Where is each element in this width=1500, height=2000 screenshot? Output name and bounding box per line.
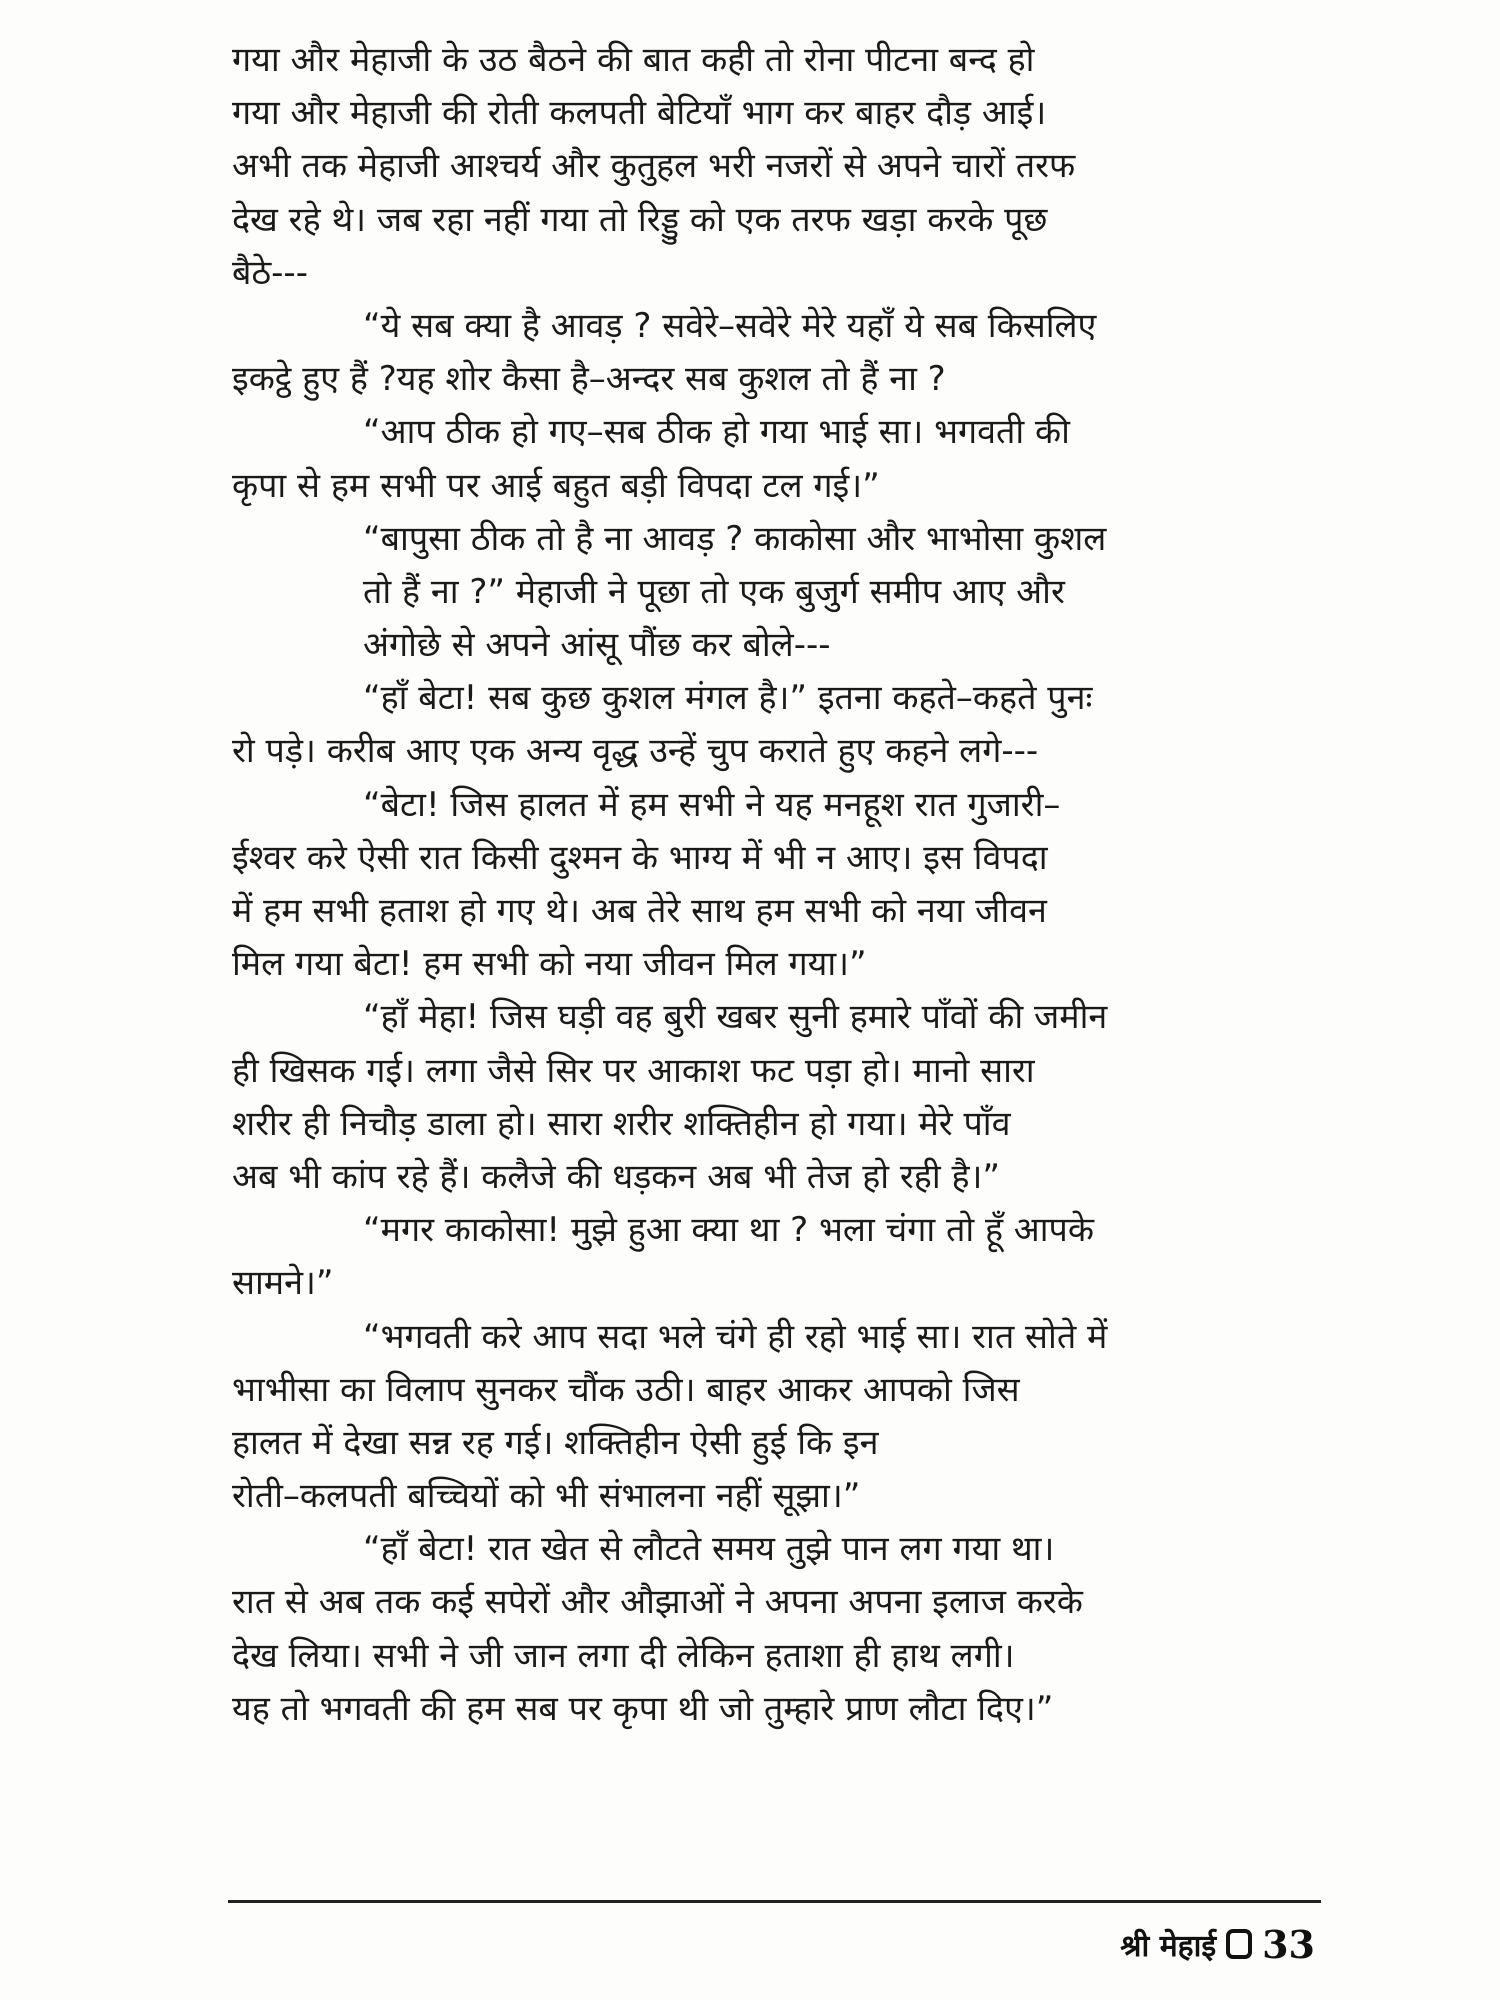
- text-line: इकट्ठे हुए हैं ?यह शोर कैसा है–अन्दर सब कुशल तो हैं ना ?: [232, 359, 946, 400]
- text-line: “बापुसा ठीक तो है ना आवड़ ? काकोसा और भाभोसा कुशल: [363, 518, 1107, 559]
- text-line: शरीर ही निचौड़ डाला हो। सारा शरीर शक्तिहीन हो गया। मेरे पाँव: [232, 1103, 1011, 1144]
- text-line: तो हैं ना ?” मेहाजी ने पूछा तो एक बुजुर्ग समीप आए और: [363, 571, 1065, 612]
- square-box-icon: [1226, 1929, 1252, 1959]
- text-line: “हाँ बेटा! सब कुछ कुशल मंगल है।” इतना कहते–कहते पुनः: [363, 678, 1093, 719]
- page-footer: [1120, 1918, 1315, 1970]
- text-line: “भगवती करे आप सदा भले चंगे ही रहो भाई सा। रात सोते में: [363, 1316, 1108, 1357]
- text-line: ही खिसक गई। लगा जैसे सिर पर आकाश फट पड़ा हो। मानो सारा: [232, 1050, 1035, 1091]
- page-number: 33: [1262, 1921, 1315, 1967]
- footer-divider: [228, 1900, 1321, 1903]
- text-line: देख लिया। सभी ने जी जान लगा दी लेकिन हताशा ही हाथ लगी।: [232, 1635, 1015, 1676]
- text-line: बैठे---: [232, 252, 308, 293]
- text-line: हालत में देखा सन्न रह गई। शक्तिहीन ऐसी हुई कि इन: [232, 1422, 879, 1463]
- text-line: रात से अब तक कई सपेरों और औझाओं ने अपना अपना इलाज करके: [232, 1582, 1083, 1623]
- text-line: “आप ठीक हो गए–सब ठीक हो गया भाई सा। भगवती की: [363, 412, 1070, 453]
- text-line: गया और मेहाजी के उठ बैठने की बात कही तो रोना पीटना बन्द हो: [232, 40, 1035, 80]
- text-line: भाभीसा का विलाप सुनकर चौंक उठी। बाहर आकर आपको जिस: [232, 1369, 1020, 1410]
- text-line: अब भी कांप रहे हैं। कलैजे की धड़कन अब भी तेज हो रही है।”: [232, 1156, 1001, 1197]
- text-line: रो पड़े। करीब आए एक अन्य वृद्ध उन्हें चुप कराते हुए कहने लगे---: [232, 731, 1039, 772]
- text-line: “मगर काकोसा! मुझे हुआ क्या था ? भला चंगा तो हूँ आपके: [363, 1210, 1094, 1251]
- text-line: देख रहे थे। जब रहा नहीं गया तो रिड्डु को एक तरफ खड़ा करके पूछ: [232, 199, 1048, 240]
- text-line: अंगोछे से अपने आंसू पौंछ कर बोले---: [363, 625, 831, 666]
- text-line: मिल गया बेटा! हम सभी को नया जीवन मिल गया।”: [232, 944, 867, 985]
- text-line: रोती–कलपती बच्चियों को भी संभालना नहीं सूझा।”: [232, 1476, 861, 1517]
- text-line: अभी तक मेहाजी आश्चर्य और कुतुहल भरी नजरों से अपने चारों तरफ: [232, 146, 1076, 187]
- text-line: गया और मेहाजी की रोती कलपती बेटियाँ भाग कर बाहर दौड़ आई।: [232, 93, 1047, 134]
- text-line: यह तो भगवती की हम सब पर कृपा थी जो तुम्हारे प्राण लौटा दिए।”: [232, 1688, 1054, 1729]
- text-line: सामने।”: [232, 1263, 334, 1304]
- text-line: ईश्वर करे ऐसी रात किसी दुश्मन के भाग्य में भी न आए। इस विपदा: [232, 837, 1048, 878]
- text-line: “ये सब क्या है आवड़ ? सवेरे–सवेरे मेरे यहाँ ये सब किसलिए: [363, 305, 1097, 346]
- running-title: श्री मेहाई: [1120, 1928, 1217, 1964]
- text-line: “बेटा! जिस हालत में हम सभी ने यह मनहूश रात गुजारी–: [363, 784, 1061, 825]
- body-text: [232, 34, 1317, 1736]
- text-line: में हम सभी हताश हो गए थे। अब तेरे साथ हम सभी को नया जीवन: [232, 891, 1047, 931]
- text-line: “हाँ बेटा! रात खेत से लौटते समय तुझे पान लग गया था।: [363, 1529, 1055, 1570]
- text-line: कृपा से हम सभी पर आई बहुत बड़ी विपदा टल गई।”: [232, 465, 880, 506]
- text-line: “हाँ मेहा! जिस घड़ी वह बुरी खबर सुनी हमारे पाँवों की जमीन: [363, 997, 1108, 1038]
